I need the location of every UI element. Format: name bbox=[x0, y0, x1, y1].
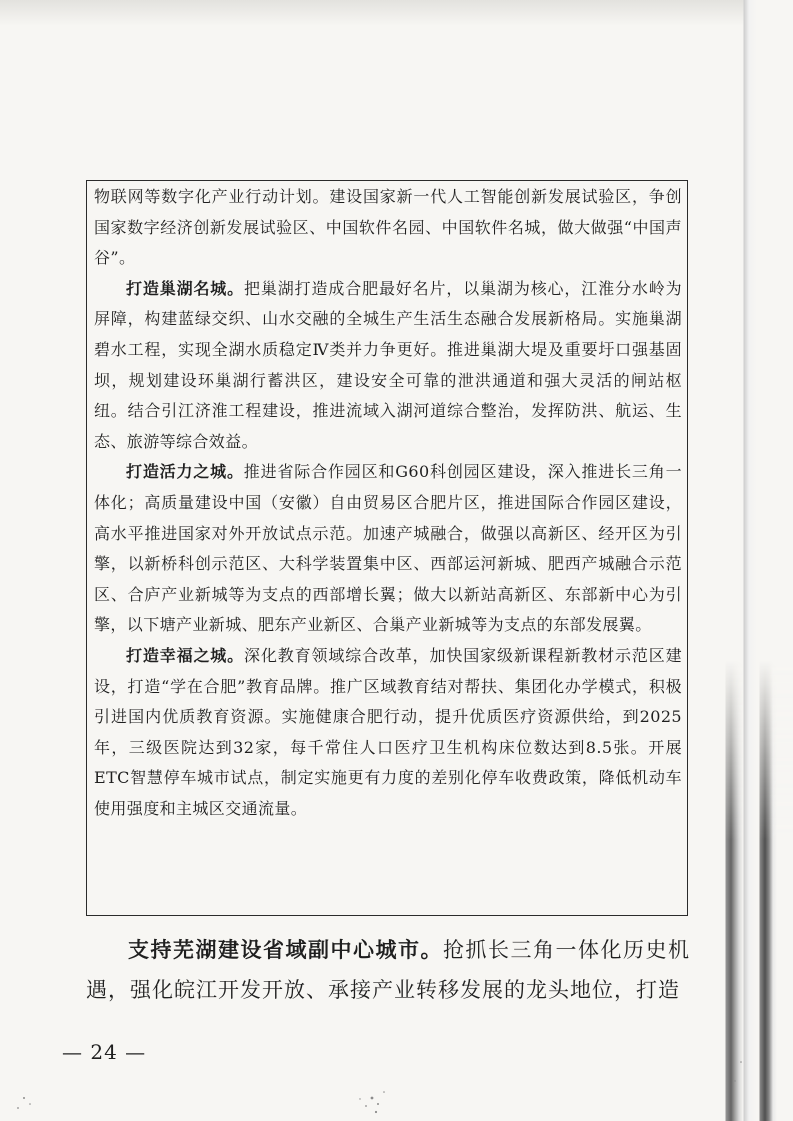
paragraph-chaohu bbox=[94, 274, 682, 458]
paragraph-body: 深化教育领域综合改革，加快国家级新课程新教材示范区建设，打造“学在合肥”教育品牌。推广区域教育结对帮扶、集团化办学模式，积极引进国内优质教育资源。实施健康合肥行动，提升优质医疗资源供给，到2025年，三级医院达到32家，每千常住人口医疗卫生机构床位数达到8.5张。开展ETC智慧停车城市试点，制定实施更有力度的差别化停车收费政策，降低机动车使用强度和主城区交通流量。 bbox=[94, 645, 682, 818]
scan-artifact bbox=[713, 660, 793, 1121]
paragraph-body: 抢抓长三角一体化历史机遇，强化皖江开发开放、承接产业转移发展的龙头地位，打造 bbox=[86, 938, 690, 1002]
paragraph-body: 把巢湖打造成合肥最好名片，以巢湖为核心，江淮分水岭为屏障，构建蓝绿交织、山水交融的全城生产生活生态融合发展新格局。实施巢湖碧水工程，实现全湖水质稳定Ⅳ类并力争更好。推进巢湖大堤及重要圩口强基固坝，规划建设环巢湖行蓄洪区，建设安全可靠的泄洪通道和强大灵活的闸站枢纽。结合引江济淮工程建设，推进流域入湖河道综合整治，发挥防洪、航运、生态、旅游等综合效益。 bbox=[94, 278, 682, 451]
box-content bbox=[94, 182, 682, 824]
main-text bbox=[86, 930, 690, 1010]
paragraph-heading: 打造幸福之城。 bbox=[126, 645, 245, 665]
paragraph-happiness bbox=[94, 641, 682, 825]
page-number: — 24 — bbox=[62, 1040, 147, 1064]
scan-shadow bbox=[0, 0, 793, 26]
paragraph-body: 推进省际合作园区和G60科创园区建设，深入推进长三角一体化；高质量建设中国（安徽）自由贸易区合肥片区，推进国际合作园区建设，高水平推进国家对外开放试点示范。加速产城融合，做强以高新区、经开区为引擎，以新桥科创示范区、大科学装置集中区、西部运河新城、肥西产城融合示范区、合庐产业新城等为支点的西部增长翼；做大以新站高新区、东部新中心为引擎，以下塘产业新城、肥东产业新区、合巢产业新城等为支点的东部发展翼。 bbox=[94, 462, 682, 635]
paragraph-heading: 支持芜湖建设省域副中心城市。 bbox=[128, 937, 443, 962]
paragraph-vitality bbox=[94, 457, 682, 641]
paragraph-heading: 打造活力之城。 bbox=[126, 462, 244, 482]
paragraph-wuhu bbox=[86, 930, 690, 1010]
paragraph-heading: 打造巢湖名城。 bbox=[126, 278, 245, 298]
paragraph-continuation: 物联网等数字化产业行动计划。建设国家新一代人工智能创新发展试验区，争创国家数字经济创新发展试验区、中国软件名园、中国软件名城，做大做强“中国声谷”。 bbox=[94, 187, 682, 268]
